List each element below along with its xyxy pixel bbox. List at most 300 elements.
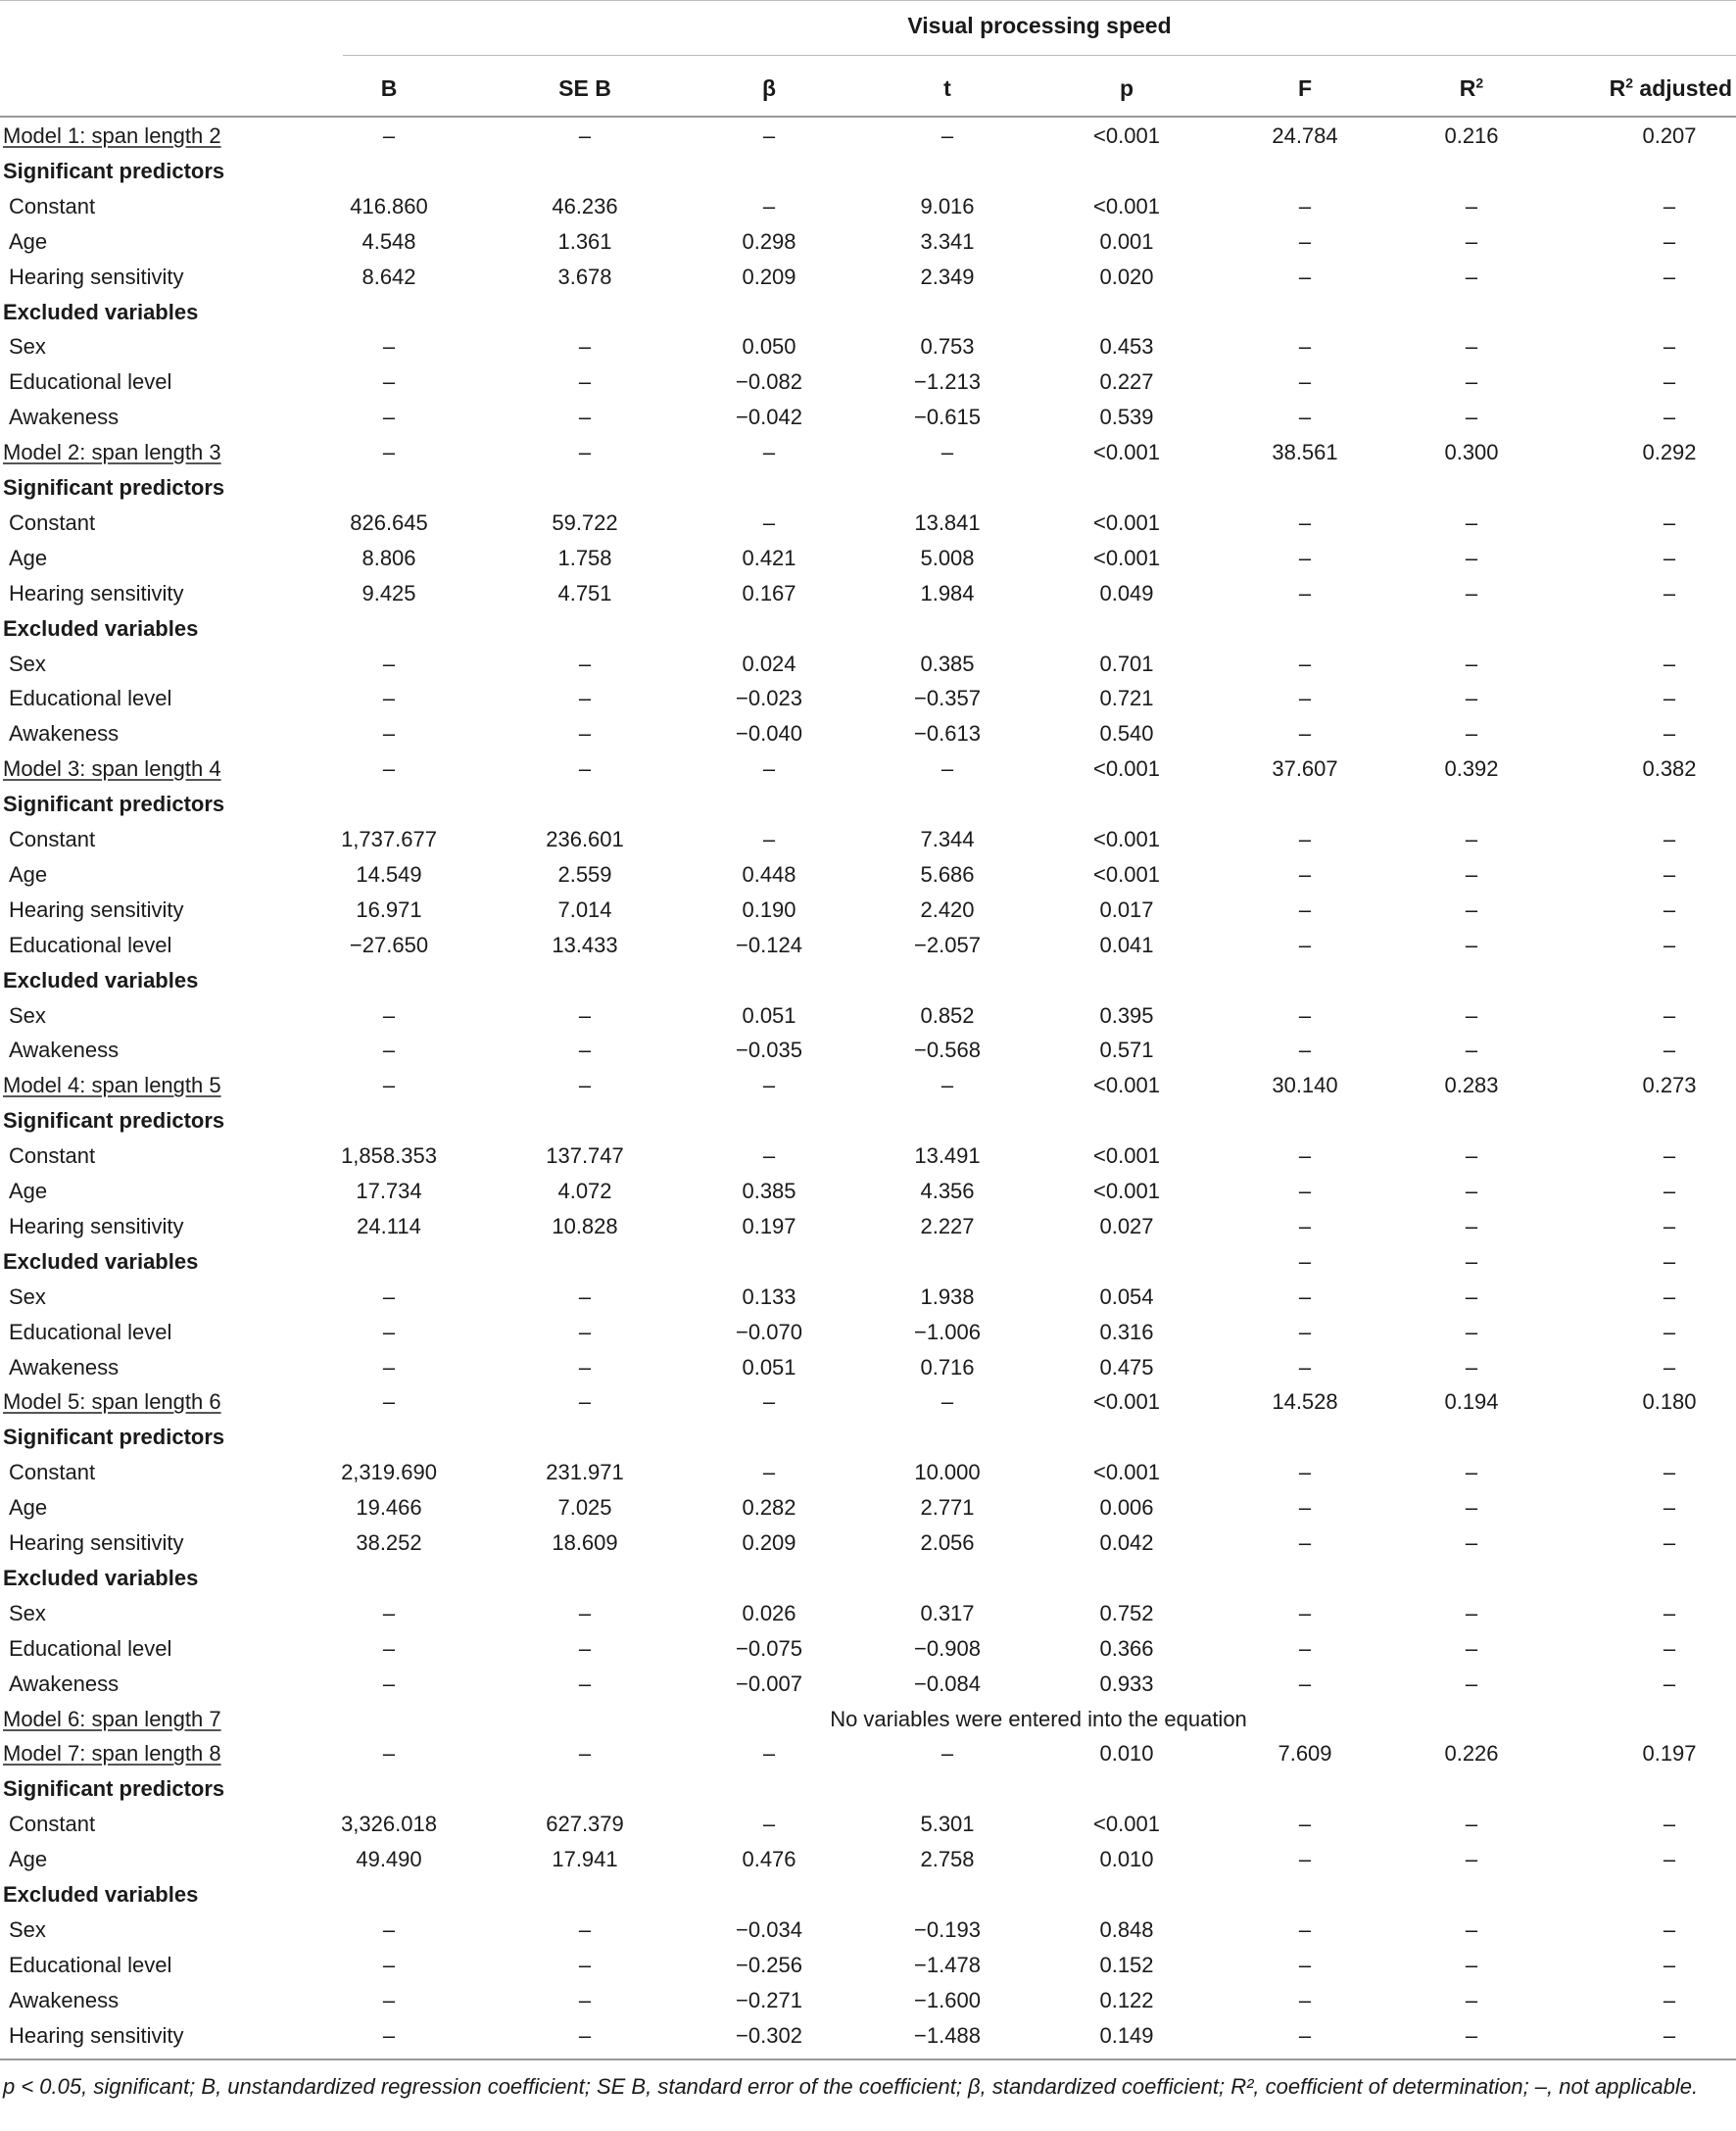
table-cell: –	[578, 1073, 592, 1098]
table-cell: <0.001	[1093, 193, 1160, 218]
table-cell: 2.420	[920, 896, 975, 922]
table-cell: 0.298	[742, 228, 796, 254]
table-cell: <0.001	[1093, 509, 1160, 535]
table-cell: −2.057	[914, 932, 981, 957]
table-cell: –	[1663, 1002, 1676, 1028]
table-cell: 0.701	[1099, 651, 1154, 676]
table-cell: –	[578, 1038, 592, 1063]
table-cell: –	[1663, 1143, 1676, 1169]
table-cell: –	[940, 1741, 954, 1767]
table-cell: –	[1465, 1460, 1478, 1485]
row-label: Model 4: span length 5	[3, 1073, 221, 1098]
table-cell: –	[578, 721, 592, 747]
row-label: Age	[9, 1179, 48, 1203]
table-cell: –	[762, 1143, 776, 1169]
row-label: Age	[9, 861, 48, 887]
table-cell: –	[578, 1635, 592, 1661]
table-cell: 0.207	[1642, 123, 1697, 148]
table-cell: 236.601	[546, 827, 624, 851]
section-row	[0, 963, 1736, 998]
table-cell: –	[1663, 721, 1676, 747]
table-cell: –	[1465, 1002, 1478, 1028]
table-cell: 1.361	[557, 228, 612, 254]
table-cell: –	[940, 123, 954, 148]
model-row	[0, 435, 1736, 470]
table-cell: 627.379	[546, 1812, 624, 1837]
row-label: Age	[9, 228, 48, 254]
column-header-6: F	[1297, 75, 1313, 101]
table-cell: 5.301	[920, 1812, 975, 1837]
row-label: Excluded variables	[3, 1565, 199, 1590]
row-label: Hearing sensitivity	[9, 2022, 184, 2048]
table-cell: 0.197	[1642, 1741, 1697, 1767]
table-row	[0, 1174, 1736, 1209]
table-row	[0, 576, 1736, 611]
table-cell: –	[1298, 1847, 1312, 1872]
table-cell: 0.848	[1099, 1916, 1154, 1942]
row-label: Constant	[9, 1460, 96, 1485]
table-cell: 0.180	[1642, 1389, 1697, 1415]
table-cell: –	[1298, 1530, 1312, 1555]
table-cell: –	[1298, 334, 1312, 360]
row-label: Constant	[9, 509, 96, 535]
row-label: Awakeness	[9, 1671, 120, 1696]
table-cell: 0.049	[1099, 580, 1154, 605]
table-cell: 0.001	[1099, 228, 1154, 254]
table-cell: 0.539	[1099, 405, 1154, 430]
table-cell: –	[1465, 1213, 1478, 1238]
table-cell: –	[1298, 932, 1312, 957]
table-cell: −0.908	[914, 1635, 981, 1661]
table-cell: 59.722	[552, 509, 618, 535]
table-cell: –	[940, 756, 954, 782]
table-cell: –	[762, 440, 776, 465]
table-cell: –	[578, 686, 592, 711]
table-row	[0, 1596, 1736, 1631]
table-cell: 826.645	[350, 509, 428, 535]
table-cell: –	[382, 1635, 396, 1661]
table-cell: 0.382	[1642, 756, 1697, 782]
table-row	[0, 541, 1736, 576]
table-cell: 0.300	[1444, 440, 1499, 465]
table-cell: −0.302	[736, 2022, 802, 2048]
table-footnote: p < 0.05, significant; B, unstandardized regression coefficient; SE B, standard error of the coefficient; β, standardized coefficient; R², coefficient of determination; –, not applicable.	[3, 2074, 1699, 2099]
table-cell: 0.227	[1099, 369, 1154, 395]
table-cell: –	[1465, 228, 1478, 254]
table-cell: 5.008	[920, 545, 975, 570]
group-title: Visual processing speed	[907, 13, 1172, 38]
section-row	[0, 787, 1736, 822]
table-cell: –	[762, 123, 776, 148]
table-cell: –	[578, 1952, 592, 1977]
table-cell: −0.023	[736, 686, 802, 711]
table-cell: 1.758	[557, 545, 612, 570]
table-cell: 0.933	[1099, 1671, 1154, 1696]
table-cell: 3.341	[920, 228, 975, 254]
table-cell: 0.051	[742, 1002, 796, 1028]
table-cell: −27.650	[349, 932, 429, 957]
table-cell: 7.609	[1278, 1741, 1332, 1767]
table-cell: −0.357	[914, 686, 981, 711]
row-label: Awakeness	[9, 721, 120, 747]
section-row	[0, 1561, 1736, 1596]
table-cell: –	[382, 123, 396, 148]
table-cell: 19.466	[356, 1495, 422, 1521]
section-row	[0, 470, 1736, 506]
table-cell: –	[1663, 861, 1676, 887]
section-row	[0, 1244, 1736, 1280]
table-cell: 38.561	[1272, 440, 1338, 465]
table-cell: –	[1298, 861, 1312, 887]
row-label: Excluded variables	[3, 1248, 199, 1274]
section-row	[0, 154, 1736, 189]
row-label: Model 6: span length 7	[3, 1706, 221, 1731]
table-cell: −1.478	[914, 1952, 981, 1977]
table-cell: –	[1465, 861, 1478, 887]
table-cell: –	[762, 756, 776, 782]
table-cell: –	[1298, 193, 1312, 218]
row-label: Awakeness	[9, 1987, 120, 2012]
table-cell: 0.282	[742, 1495, 796, 1521]
table-cell: −0.256	[736, 1952, 802, 1977]
table-cell: 0.020	[1099, 264, 1154, 289]
row-label: Constant	[9, 827, 96, 851]
table-cell: −0.193	[914, 1916, 981, 1942]
table-row	[0, 1280, 1736, 1315]
table-cell: –	[1663, 651, 1676, 676]
table-row	[0, 928, 1736, 963]
bottom-rule	[0, 2058, 1736, 2060]
row-label: Educational level	[9, 932, 172, 957]
table-cell: −0.007	[736, 1671, 802, 1696]
table-cell: 4.751	[557, 580, 612, 605]
table-row	[0, 1667, 1736, 1702]
table-cell: –	[1298, 580, 1312, 605]
table-cell: –	[578, 123, 592, 148]
table-cell: –	[382, 1038, 396, 1063]
table-row	[0, 998, 1736, 1034]
table-cell: –	[1663, 1283, 1676, 1309]
table-cell: 137.747	[546, 1143, 624, 1169]
table-cell: –	[1465, 405, 1478, 430]
table-cell: −0.568	[914, 1038, 981, 1063]
table-cell: <0.001	[1093, 1179, 1160, 1203]
table-cell: −0.084	[914, 1671, 981, 1696]
table-cell: –	[1663, 1812, 1676, 1837]
table-cell: 1.938	[920, 1283, 975, 1309]
table-cell: –	[1465, 1600, 1478, 1625]
table-cell: –	[1465, 686, 1478, 711]
table-cell: 0.273	[1642, 1073, 1697, 1098]
table-cell: −0.082	[736, 369, 802, 395]
table-cell: –	[1298, 545, 1312, 570]
table-cell: –	[1663, 193, 1676, 218]
table-cell: –	[1465, 1952, 1478, 1977]
table-cell: –	[1465, 1354, 1478, 1380]
table-row	[0, 329, 1736, 364]
table-cell: –	[1663, 896, 1676, 922]
table-cell: –	[578, 1600, 592, 1625]
row-label: Awakeness	[9, 1038, 120, 1063]
table-cell: –	[578, 1916, 592, 1942]
table-row	[0, 681, 1736, 716]
row-label: Hearing sensitivity	[9, 264, 184, 289]
table-cell: 9.016	[920, 193, 975, 218]
table-cell: –	[382, 1987, 396, 2012]
table-cell: –	[1663, 1600, 1676, 1625]
table-cell: 0.395	[1099, 1002, 1154, 1028]
table-cell: 0.026	[742, 1600, 796, 1625]
table-cell: –	[578, 1319, 592, 1344]
table-cell: –	[1663, 334, 1676, 360]
column-header-7: $R^2$	[1459, 74, 1484, 101]
table-cell: –	[1298, 1143, 1312, 1169]
table-cell: –	[1663, 228, 1676, 254]
table-cell: −0.035	[736, 1038, 802, 1063]
table-cell: 0.051	[742, 1354, 796, 1380]
table-cell: –	[1663, 1460, 1676, 1485]
table-cell: 2,319.690	[341, 1460, 437, 1485]
table-cell: <0.001	[1093, 1073, 1160, 1098]
row-label: Model 2: span length 3	[3, 440, 221, 465]
table-cell: –	[1663, 369, 1676, 395]
table-cell: 0.448	[742, 861, 796, 887]
table-cell: 13.433	[552, 932, 618, 957]
table-row	[0, 1455, 1736, 1490]
row-label: Excluded variables	[3, 299, 199, 324]
table-cell: –	[1663, 1847, 1676, 1872]
table-cell: 0.167	[742, 580, 796, 605]
row-label: Age	[9, 1495, 48, 1521]
table-cell: –	[1298, 721, 1312, 747]
table-cell: 7.014	[557, 896, 612, 922]
table-cell: 0.133	[742, 1283, 796, 1309]
table-cell: –	[382, 1741, 396, 1767]
table-cell: −1.213	[914, 369, 981, 395]
table-cell: 0.050	[742, 334, 796, 360]
table-cell: 24.114	[357, 1213, 421, 1238]
table-cell: –	[1465, 1179, 1478, 1203]
table-cell: 2.227	[920, 1213, 975, 1238]
table-cell: 0.197	[742, 1213, 796, 1238]
table-cell: 18.609	[552, 1530, 618, 1555]
table-cell: –	[578, 1741, 592, 1767]
table-cell: –	[578, 1671, 592, 1696]
table-cell: −0.040	[736, 721, 802, 747]
table-cell: 37.607	[1272, 756, 1338, 782]
row-label: Sex	[9, 334, 46, 360]
row-label: Hearing sensitivity	[9, 896, 184, 922]
row-label: Excluded variables	[3, 967, 199, 993]
table-cell: –	[1663, 827, 1676, 851]
section-row	[0, 1103, 1736, 1138]
table-cell: –	[1465, 2022, 1478, 2048]
table-cell: –	[762, 1812, 776, 1837]
table-row	[0, 1983, 1736, 2018]
table-cell: 2.349	[920, 264, 975, 289]
table-cell: –	[1298, 827, 1312, 851]
row-label: Hearing sensitivity	[9, 580, 184, 605]
table-cell: –	[578, 2022, 592, 2048]
table-cell: 4.356	[920, 1179, 975, 1203]
table-cell: –	[382, 1283, 396, 1309]
table-cell: –	[382, 1354, 396, 1380]
table-cell: –	[1298, 1495, 1312, 1521]
table-cell: –	[1465, 1847, 1478, 1872]
model-note: No variables were entered into the equation	[830, 1706, 1247, 1731]
table-cell: 0.041	[1099, 932, 1154, 957]
table-cell: 10.828	[552, 1213, 618, 1238]
table-cell: <0.001	[1093, 123, 1160, 148]
column-header-3: β	[761, 75, 777, 101]
section-row	[0, 295, 1736, 330]
table-cell: –	[382, 2022, 396, 2048]
table-cell: 7.025	[557, 1495, 612, 1521]
table-cell: –	[382, 756, 396, 782]
table-cell: –	[762, 827, 776, 851]
row-label: Significant predictors	[3, 1108, 225, 1134]
table-cell: –	[382, 721, 396, 747]
section-row	[0, 1420, 1736, 1455]
row-label: Age	[9, 1847, 48, 1872]
row-label: Educational level	[9, 1319, 172, 1344]
table-cell: –	[1465, 1530, 1478, 1555]
table-cell: 46.236	[552, 193, 618, 218]
table-row	[0, 1350, 1736, 1385]
table-cell: 1,737.677	[341, 827, 437, 851]
table-cell: 5.686	[920, 861, 975, 887]
table-cell: −1.488	[914, 2022, 981, 2048]
table-row	[0, 1490, 1736, 1526]
row-label: Sex	[9, 1600, 46, 1625]
table-cell: 14.528	[1272, 1389, 1338, 1415]
table-cell: −0.070	[736, 1319, 802, 1344]
model-row	[0, 751, 1736, 787]
table-cell: –	[1465, 545, 1478, 570]
table-cell: 0.752	[1099, 1600, 1154, 1625]
row-label: Significant predictors	[3, 1425, 225, 1450]
model-row	[0, 1736, 1736, 1771]
row-label: Constant	[9, 193, 96, 218]
table-cell: –	[382, 1319, 396, 1344]
table-cell: –	[382, 1002, 396, 1028]
row-label: Excluded variables	[3, 1882, 199, 1907]
table-cell: 0.385	[742, 1179, 796, 1203]
row-label: Significant predictors	[3, 792, 225, 817]
table-cell: <0.001	[1093, 861, 1160, 887]
table-cell: –	[940, 1389, 954, 1415]
table-cell: –	[1663, 1987, 1676, 2012]
table-cell: 0.385	[920, 651, 975, 676]
table-cell: –	[1465, 1635, 1478, 1661]
table-cell: –	[1663, 1530, 1676, 1555]
table-cell: 1,858.353	[341, 1143, 437, 1169]
section-row	[0, 611, 1736, 647]
table-row	[0, 400, 1736, 435]
table-cell: –	[1298, 1812, 1312, 1837]
header-rule	[0, 116, 1736, 118]
table-cell: –	[1298, 686, 1312, 711]
table-cell: –	[1663, 1354, 1676, 1380]
table-cell: 231.971	[546, 1460, 624, 1485]
column-header-8: $R^2$ adjusted	[1609, 74, 1732, 101]
table-row	[0, 893, 1736, 928]
table-cell: –	[578, 1354, 592, 1380]
table-cell: –	[1663, 264, 1676, 289]
table-cell: –	[762, 509, 776, 535]
table-cell: –	[1465, 1916, 1478, 1942]
table-row	[0, 1526, 1736, 1561]
row-label: Significant predictors	[3, 158, 225, 183]
table-cell: –	[940, 440, 954, 465]
table-cell: 0.024	[742, 651, 796, 676]
row-label: Model 5: span length 6	[3, 1389, 221, 1415]
table-cell: –	[578, 651, 592, 676]
table-cell: –	[578, 1002, 592, 1028]
table-cell: −1.600	[914, 1987, 981, 2012]
table-cell: –	[578, 334, 592, 360]
table-cell: –	[1465, 580, 1478, 605]
table-cell: 3.678	[557, 264, 612, 289]
section-row	[0, 1877, 1736, 1913]
row-label: Model 1: span length 2	[3, 123, 221, 148]
table-cell: −0.075	[736, 1635, 802, 1661]
table-cell: –	[1298, 264, 1312, 289]
table-cell: 2.758	[920, 1847, 975, 1872]
table-cell: 0.042	[1099, 1530, 1154, 1555]
table-cell: –	[1298, 1002, 1312, 1028]
table-row	[0, 1138, 1736, 1174]
row-label: Hearing sensitivity	[9, 1530, 184, 1555]
table-cell: 7.344	[920, 827, 975, 851]
table-cell: 0.316	[1099, 1319, 1154, 1344]
table-cell: –	[1465, 1038, 1478, 1063]
table-cell: 4.072	[557, 1179, 612, 1203]
table-cell: –	[1663, 545, 1676, 570]
table-cell: 0.122	[1099, 1987, 1154, 2012]
table-cell: <0.001	[1093, 1460, 1160, 1485]
table-cell: 0.190	[742, 896, 796, 922]
table-cell: –	[1465, 264, 1478, 289]
table-cell: 0.716	[920, 1354, 975, 1380]
table-cell: –	[1465, 1987, 1478, 2012]
table-cell: –	[382, 369, 396, 395]
table-cell: –	[1298, 1916, 1312, 1942]
table-cell: –	[382, 1671, 396, 1696]
row-label: Educational level	[9, 1635, 172, 1661]
table-cell: −0.613	[914, 721, 981, 747]
table-cell: –	[382, 1073, 396, 1098]
table-cell: –	[1465, 721, 1478, 747]
table-cell: –	[1298, 1038, 1312, 1063]
row-label: Sex	[9, 1283, 46, 1309]
row-label: Educational level	[9, 686, 172, 711]
table-cell: −0.271	[736, 1987, 802, 2012]
table-row	[0, 1631, 1736, 1667]
table-row	[0, 1807, 1736, 1842]
table-cell: –	[1298, 1600, 1312, 1625]
table-cell: –	[1465, 896, 1478, 922]
column-header-4: t	[943, 75, 951, 101]
table-cell: –	[1298, 1987, 1312, 2012]
table-cell: 8.806	[362, 545, 416, 570]
table-cell: 0.292	[1642, 440, 1697, 465]
table-cell: –	[1663, 580, 1676, 605]
row-label: Excluded variables	[3, 615, 199, 641]
table-cell: –	[1298, 1283, 1312, 1309]
table-cell: –	[1465, 1319, 1478, 1344]
table-cell: –	[1663, 1319, 1676, 1344]
